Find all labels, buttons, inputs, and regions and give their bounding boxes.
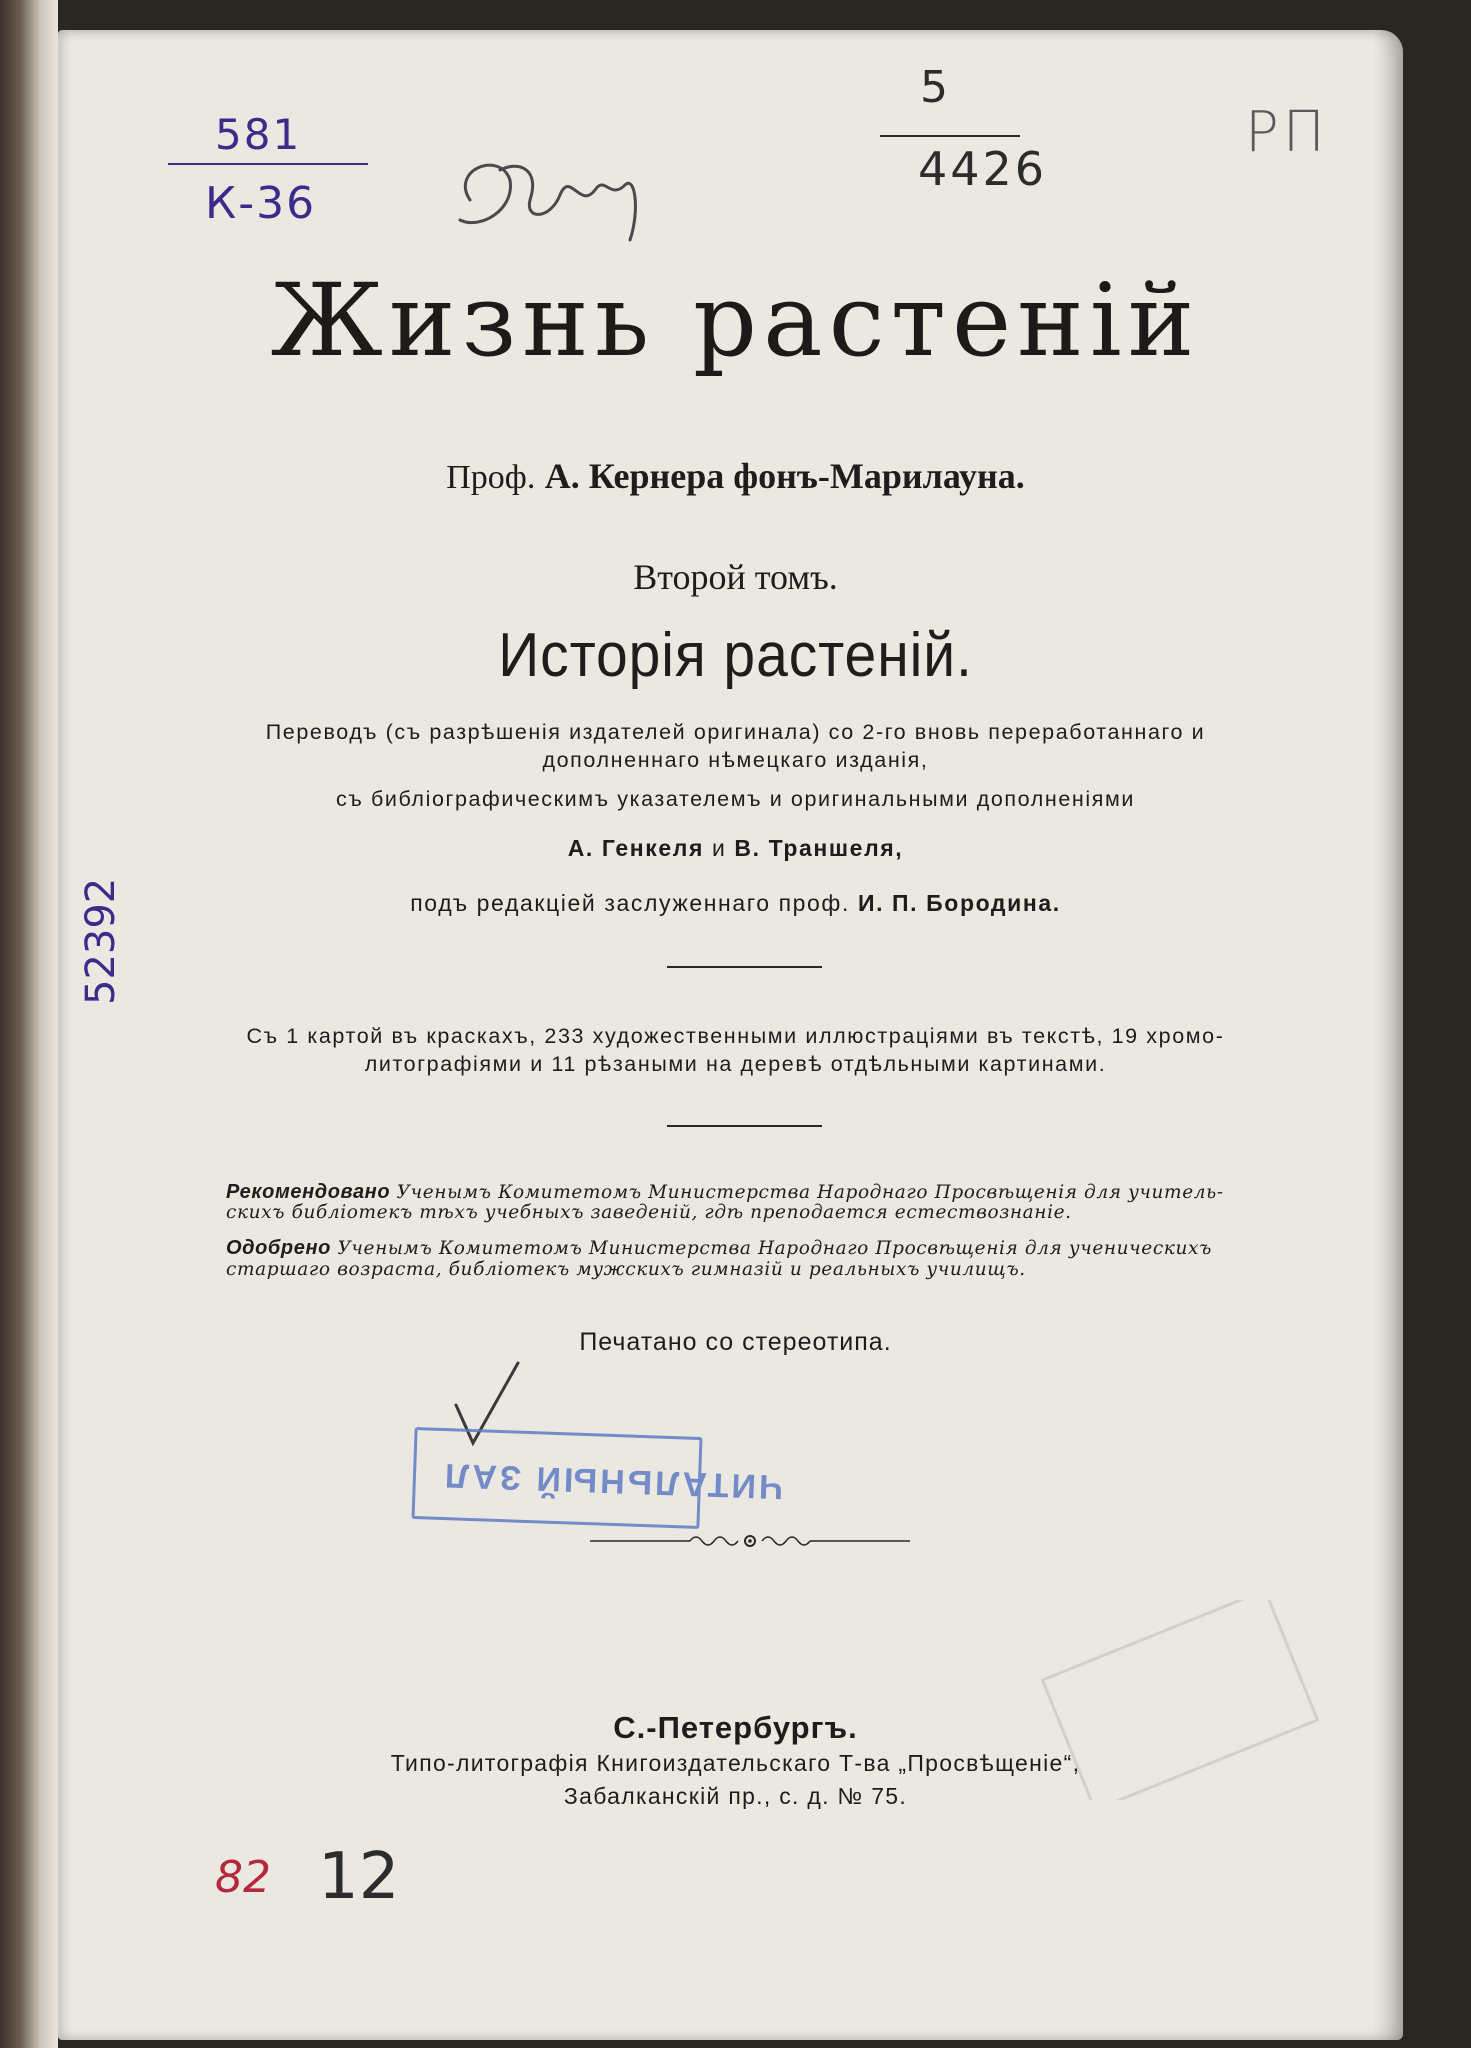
editor-name: И. П. Бородина. xyxy=(857,890,1061,916)
translation-line-3: съ библіографическимъ указателемъ и оригинальными дополненіями xyxy=(335,787,1136,811)
book-title: Жизнь растеній xyxy=(270,262,1201,379)
stereotype-note: Печатано со стереотипа. xyxy=(579,1328,892,1356)
inventory-number-top: 5 xyxy=(920,62,948,113)
inventory-divider xyxy=(880,135,1020,137)
translation-line-1: Переводъ (съ разрѣшенія издателей оригинала) со 2-го вновь переработаннаго и xyxy=(265,720,1206,744)
inventory-number-bottom: 4426 xyxy=(918,142,1048,196)
editor-line xyxy=(0,889,1471,917)
divider-rule xyxy=(667,966,822,968)
author-name: А. Кернера фонъ-Марилауна. xyxy=(544,456,1025,496)
shelf-mark-divider xyxy=(168,163,368,165)
author-line xyxy=(0,455,1471,497)
publication-city: С.-Петербургъ. xyxy=(613,1710,858,1745)
recommendation-label: Рекомендовано xyxy=(226,1181,391,1203)
ornament-divider-icon xyxy=(590,1530,910,1552)
contributors-line xyxy=(0,834,1471,862)
editor-prefix: подъ редакціей заслуженнаго проф. xyxy=(410,890,858,916)
bottom-number-red: 82 xyxy=(215,1852,271,1903)
author-prefix: Проф. xyxy=(446,459,536,496)
volume-subtitle: Исторія растеній. xyxy=(498,621,973,690)
contributor-b: В. Траншеля, xyxy=(734,835,904,861)
recommendation-line-2: скихъ библіотекъ тѣхъ учебныхъ заведеній, гдѣ преподается естествознаніе. xyxy=(226,1202,1072,1223)
divider-rule xyxy=(667,1125,822,1127)
imprint-line-1: Типо-литографія Книгоиздательскаго Т-ва „Просвѣщеніе“, xyxy=(390,1750,1081,1776)
recommendation-line-1 xyxy=(226,1181,1266,1204)
shelf-mark-top: 581 xyxy=(215,110,302,159)
corner-mark: РП xyxy=(1245,100,1329,165)
side-inventory-number: 52392 xyxy=(78,877,124,1005)
handwritten-signature xyxy=(430,140,670,260)
translation-line-2: дополненнаго нѣмецкаго изданія, xyxy=(542,748,929,772)
volume-label: Второй томъ. xyxy=(633,557,838,597)
approval-line-1 xyxy=(226,1237,1266,1260)
bottom-number-black: 12 xyxy=(318,1840,400,1914)
approval-line-2: старшаго возраста, библіотекъ мужскихъ гимназій и реальныхъ училищъ. xyxy=(226,1259,1026,1280)
contributor-conjunction: и xyxy=(703,835,735,861)
library-stamp-text: ЧИТАЛЬНЫЙ ЗАЛ xyxy=(441,1455,784,1506)
illustrations-line-2: литографіями и 11 рѣзаными на деревѣ отдѣльными картинами. xyxy=(364,1052,1107,1076)
recommendation-text: Ученымъ Комитетомъ Министерства Народнаго Просвѣщенія для учитель- xyxy=(390,1182,1224,1203)
library-stamp xyxy=(411,1427,784,1529)
approval-text: Ученымъ Комитетомъ Министерства Народнаго Просвѣщенія для ученическихъ xyxy=(330,1238,1212,1259)
shelf-mark-bottom: К-36 xyxy=(205,178,317,229)
imprint-line-2: Забалканскій пр., с. д. № 75. xyxy=(563,1783,908,1809)
approval-label: Одобрено xyxy=(226,1237,331,1259)
contributor-a: А. Генкеля xyxy=(567,835,704,861)
illustrations-line-1: Съ 1 картой въ краскахъ, 233 художественными иллюстраціями въ текстѣ, 19 хромо- xyxy=(246,1024,1225,1048)
